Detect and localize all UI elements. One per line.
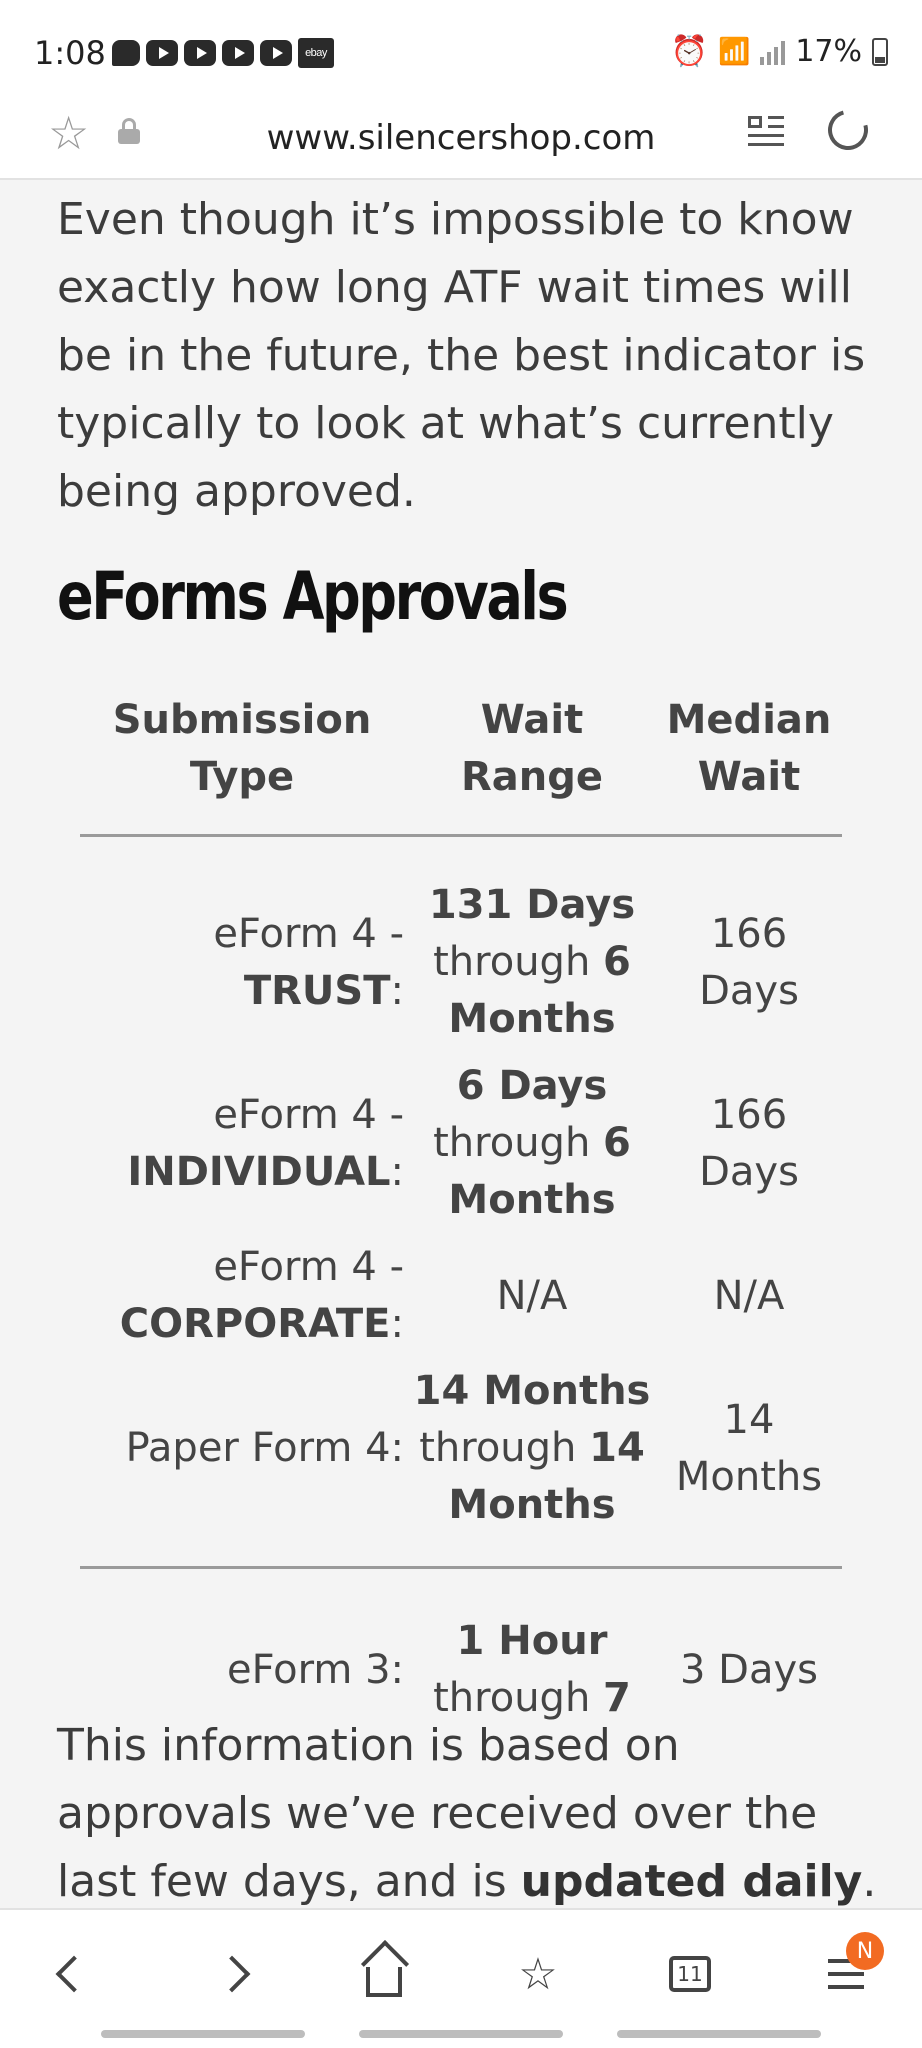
table-row [80, 1239, 842, 1353]
gesture-bar [101, 2030, 305, 2038]
alarm-icon: ⏰ [670, 34, 708, 69]
table-row [80, 1058, 842, 1229]
submission-type-cell: eForm 4 - CORPORATE: [119, 1244, 404, 1347]
wait-range-cell: N/A [496, 1272, 568, 1319]
battery-icon [872, 38, 888, 66]
gesture-bar [617, 2030, 821, 2038]
median-wait-cell: N/A [713, 1272, 785, 1319]
reader-mode-icon[interactable] [748, 112, 784, 148]
submission-type-cell: eForm 3: [226, 1646, 404, 1693]
wait-range-cell: 14 Months through 14 Months [413, 1368, 651, 1528]
signal-icon [760, 39, 785, 65]
bookmark-star-icon[interactable]: ☆ [48, 107, 90, 159]
home-icon [366, 1967, 402, 1997]
page-content [0, 182, 922, 1908]
forward-button[interactable] [202, 1944, 262, 2004]
message-icon [112, 40, 140, 66]
submission-type-cell: Paper Form 4: [125, 1425, 404, 1471]
back-button[interactable] [44, 1944, 104, 2004]
youtube-icon [222, 40, 254, 66]
bookmarks-star-icon: ☆ [518, 1949, 558, 1999]
status-bar [0, 0, 922, 100]
median-wait-cell: 166 Days [699, 1091, 799, 1195]
header-submission-type: Submission Type [112, 697, 372, 800]
header-median-wait: Median Wait [666, 697, 832, 800]
notification-badge: N [846, 1932, 884, 1970]
submission-type-cell: eForm 4 - INDIVIDUAL: [127, 1091, 404, 1195]
browser-bottom-nav [0, 1908, 922, 2048]
table-body [80, 837, 842, 1569]
approvals-table [80, 692, 842, 1737]
wait-range-cell: 1 Hour through 7 [433, 1618, 631, 1721]
median-wait-cell: 3 Days [680, 1646, 818, 1693]
back-arrow-icon [56, 1956, 93, 1993]
header-wait-range: Wait Range [460, 697, 604, 800]
youtube-icon [146, 40, 178, 66]
wifi-icon: 📶 [717, 36, 751, 67]
median-wait-cell: 14 Months [675, 1396, 823, 1500]
tabs-button[interactable] [660, 1944, 720, 2004]
article-top [0, 182, 922, 1721]
submission-type-cell: eForm 4 - TRUST: [213, 910, 404, 1014]
menu-button[interactable] [816, 1938, 876, 2004]
youtube-icon [260, 40, 292, 66]
wait-range-cell: 6 Days through 6 Months [433, 1063, 631, 1223]
youtube-icon [184, 40, 216, 66]
system-status [671, 34, 888, 69]
browser-url-bar [0, 100, 922, 180]
status-time: 1:08 [34, 34, 106, 72]
section-heading: eForms Approvals [57, 558, 567, 635]
ebay-icon: ebay [298, 38, 334, 68]
home-button[interactable] [354, 1944, 414, 2004]
battery-level: 17% [795, 34, 862, 69]
notification-icons [112, 38, 334, 68]
intro-paragraph: Even though it’s impossible to know exactly how long ATF wait times will be in the future, the best indicator is typically to look at what’s currently being approved. [57, 194, 866, 517]
tabs-icon: 11 [669, 1956, 711, 1992]
wait-range-cell: 131 Days through 6 Months [428, 882, 636, 1042]
table-header [80, 692, 842, 837]
median-wait-cell: 166 Days [699, 910, 799, 1014]
table-body-eform3 [80, 1569, 842, 1727]
table-row [80, 1613, 842, 1727]
gesture-bar [359, 2030, 563, 2038]
forward-arrow-icon [214, 1956, 251, 1993]
address-field[interactable]: www.silencershop.com [266, 118, 656, 158]
outro-paragraph: This information is based on approvals we’ve received over the last few days, and is updated daily. [57, 1720, 877, 1907]
table-row [80, 1363, 842, 1534]
table-row [80, 877, 842, 1048]
bookmarks-button[interactable] [508, 1944, 568, 2004]
